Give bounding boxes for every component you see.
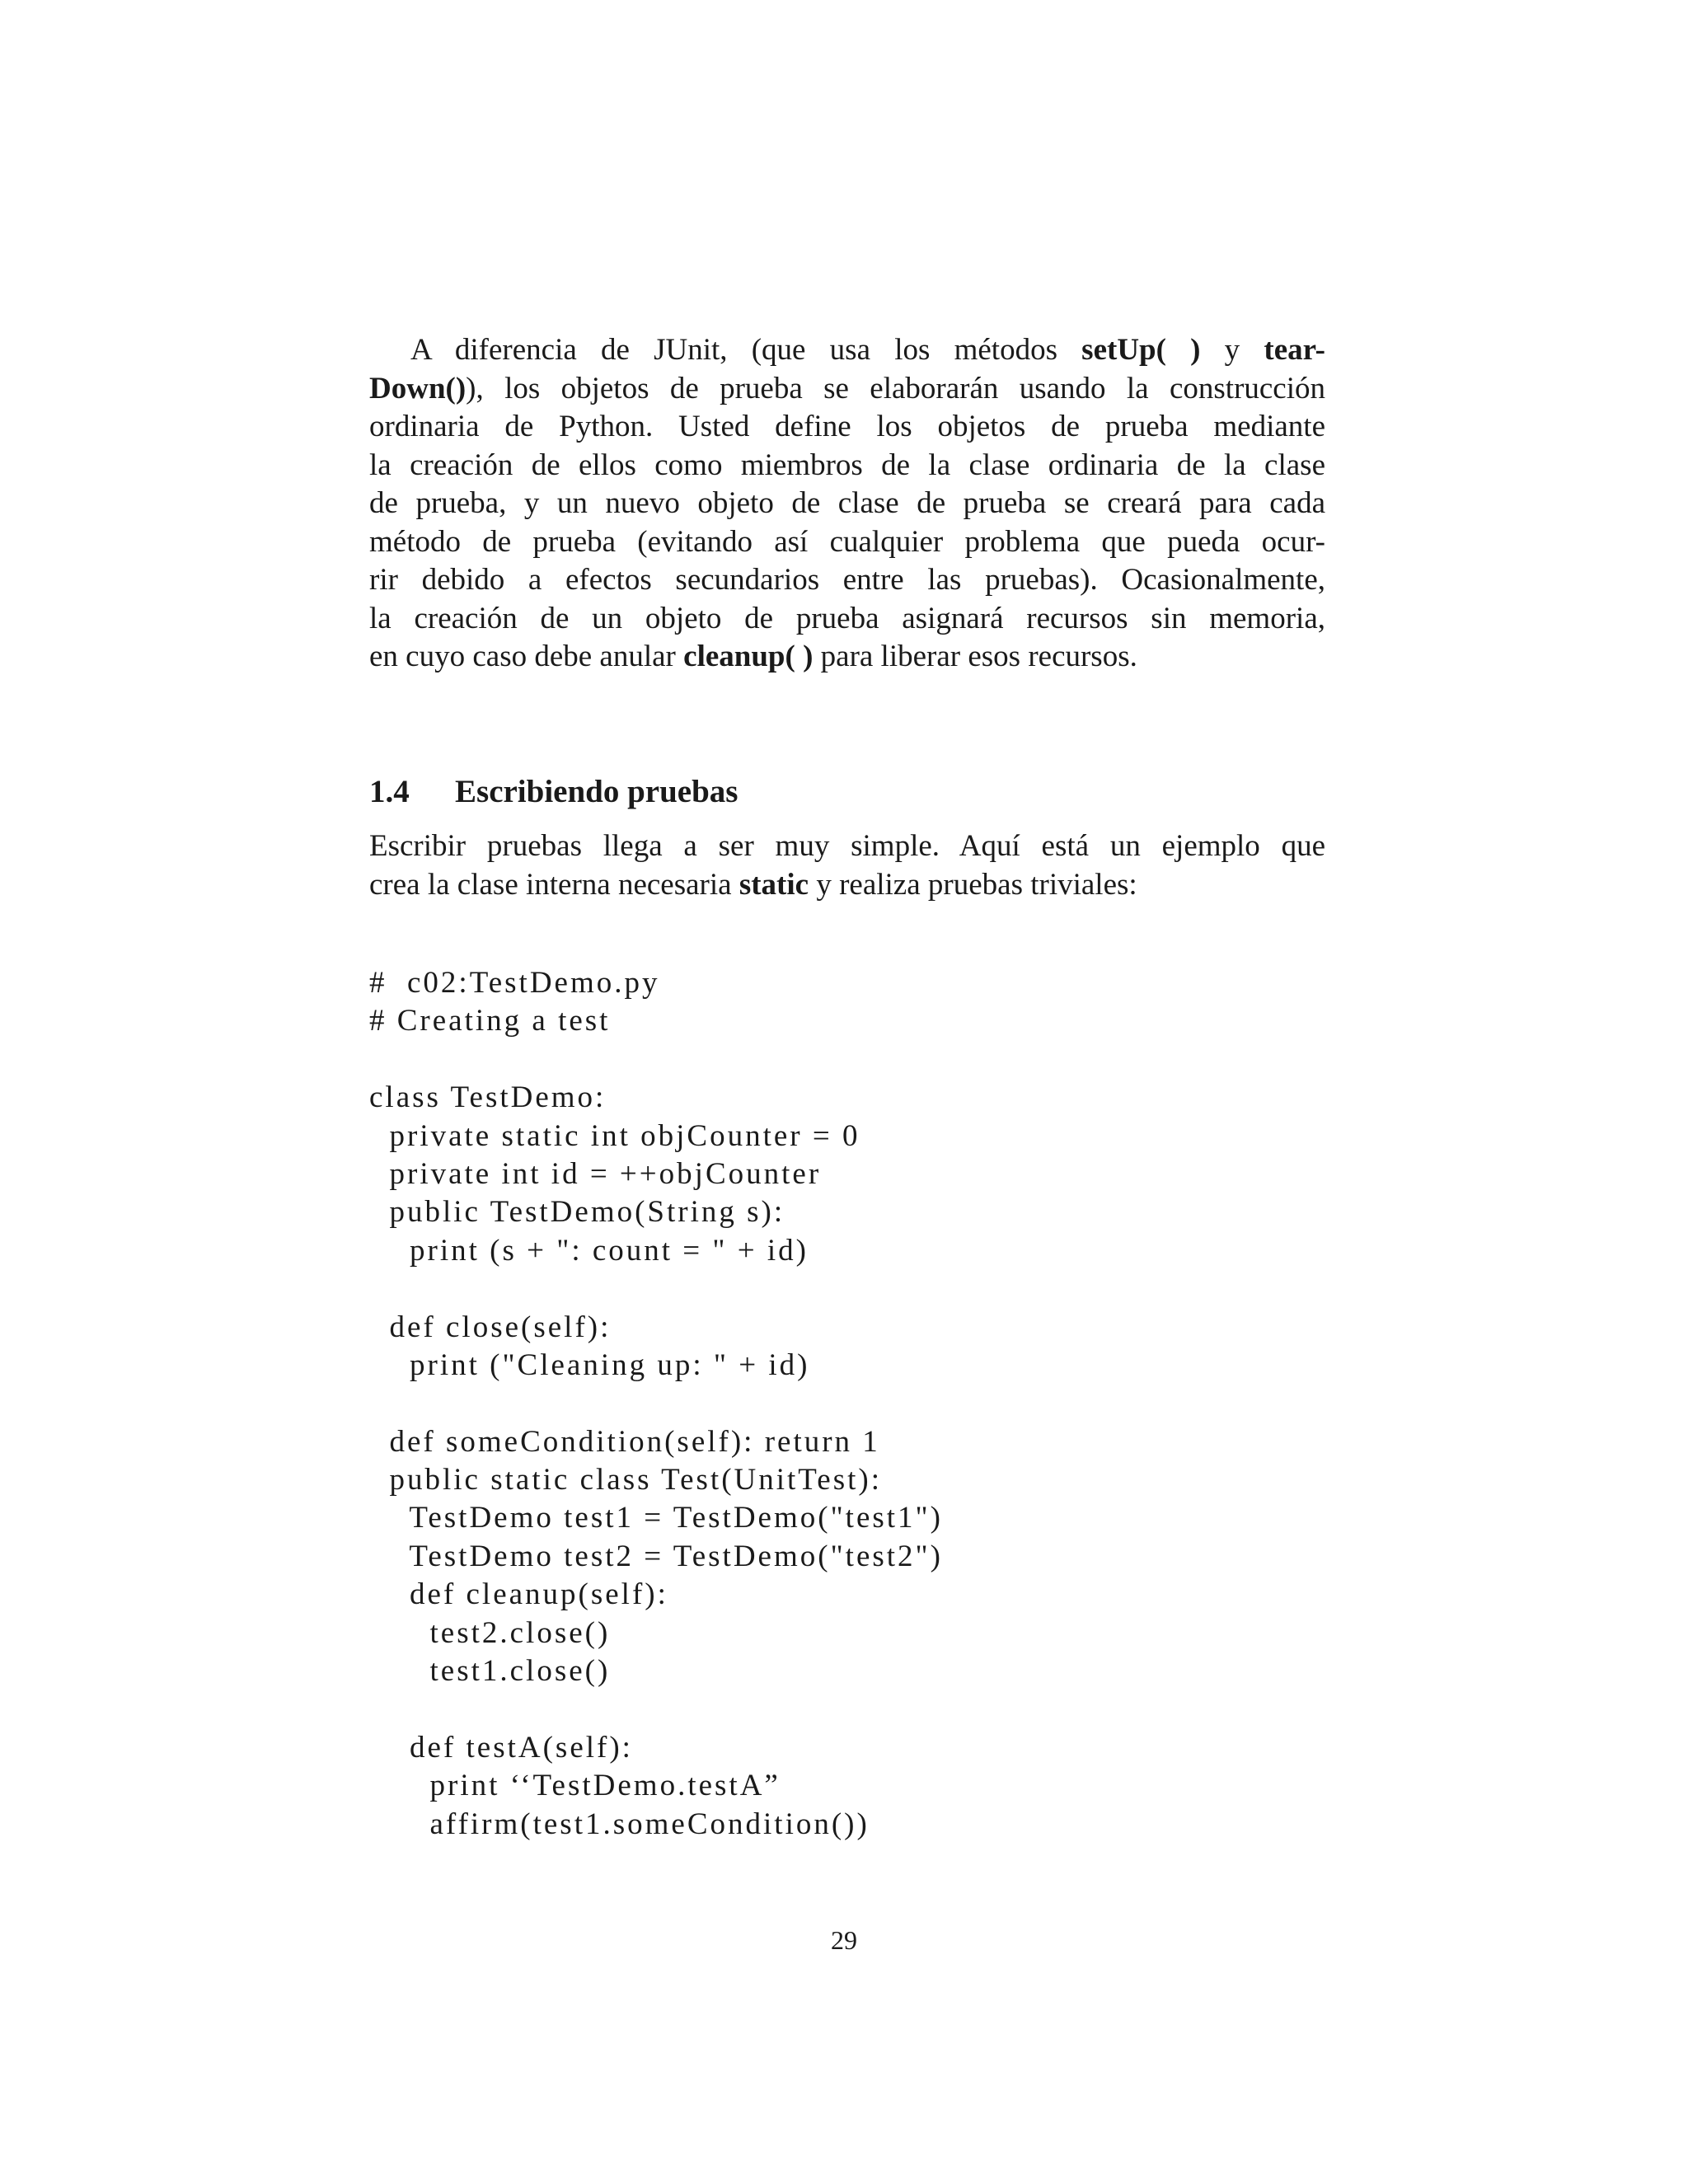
- section-paragraph-text: crea la clase interna necesaria: [369, 867, 739, 902]
- code-line: test2.close(): [369, 1615, 611, 1650]
- section-paragraph-bold-term: static: [738, 867, 809, 902]
- intro-paragraph-text: la creación de un objeto de prueba asignará recursos sin memoria,: [369, 601, 1325, 635]
- intro-paragraph-line: [369, 523, 1325, 562]
- intro-paragraph-text: A diferencia de JUnit, (que usa los métodos: [410, 333, 1082, 367]
- section-paragraph-line: [369, 827, 1325, 866]
- intro-paragraph-text: y: [1200, 333, 1264, 367]
- code-line: def close(self):: [369, 1310, 612, 1344]
- intro-paragraph-bold-term: tear-: [1264, 333, 1325, 367]
- intro-paragraph-text: la creación de ellos como miembros de la clase ordinaria de la clase: [369, 448, 1325, 482]
- code-line: private int id = ++objCounter: [369, 1156, 822, 1191]
- section-heading: [369, 773, 738, 810]
- intro-paragraph-line: [369, 485, 1325, 523]
- section-title: Escribiendo pruebas: [455, 774, 738, 809]
- section-paragraph: [369, 827, 1325, 904]
- code-line: TestDemo test1 = TestDemo("test1"): [369, 1501, 943, 1535]
- code-line: def testA(self):: [369, 1730, 633, 1765]
- intro-paragraph-bold-term: cleanup( ): [683, 640, 814, 673]
- code-line: public static class Test(UnitTest):: [369, 1463, 883, 1497]
- intro-paragraph-text: rir debido a efectos secundarios entre las pruebas). Ocasionalmente,: [369, 563, 1325, 597]
- code-line: test1.close(): [369, 1654, 611, 1689]
- code-line: print ‘‘TestDemo.testA”: [369, 1769, 781, 1803]
- intro-paragraph: [369, 331, 1325, 677]
- code-line: class TestDemo:: [369, 1080, 607, 1115]
- intro-paragraph-line: [369, 638, 1325, 677]
- intro-paragraph-line: [369, 600, 1325, 639]
- code-line: # Creating a test: [369, 1004, 611, 1038]
- intro-paragraph-text: para liberar esos recursos.: [813, 640, 1137, 673]
- code-line: public TestDemo(String s):: [369, 1195, 785, 1230]
- intro-paragraph-text: método de prueba (evitando así cualquier problema que pueda ocur-: [369, 524, 1325, 559]
- section-number: 1.4: [369, 774, 410, 809]
- intro-paragraph-text: en cuyo caso debe anular: [369, 640, 684, 673]
- intro-paragraph-line: [369, 447, 1325, 485]
- intro-paragraph-line: [369, 408, 1325, 447]
- section-paragraph-text: Escribir pruebas llega a ser muy simple. Aquí está un ejemplo que: [369, 829, 1325, 863]
- section-paragraph-line: [369, 866, 1325, 905]
- code-listing: [369, 964, 1325, 1844]
- intro-paragraph-text: ), los objetos de prueba se elaborarán usando la construcción: [466, 371, 1325, 405]
- intro-paragraph-text: ordinaria de Python. Usted define los objetos de prueba mediante: [369, 410, 1325, 443]
- intro-paragraph-line: [369, 370, 1325, 409]
- section-paragraph-text: y realiza pruebas triviales:: [809, 867, 1137, 902]
- code-line: [369, 1385, 1325, 1422]
- intro-paragraph-bold-term: setUp( ): [1081, 333, 1201, 367]
- code-line: [369, 1270, 1325, 1308]
- code-line: TestDemo test2 = TestDemo("test2"): [369, 1539, 943, 1573]
- intro-paragraph-line: [369, 331, 1325, 370]
- code-line: def cleanup(self):: [369, 1577, 668, 1612]
- code-line: # c02:TestDemo.py: [369, 966, 660, 1000]
- page-number: 29: [831, 1925, 857, 1955]
- code-line: print (s + ": count = " + id): [369, 1233, 809, 1268]
- intro-paragraph-text: de prueba, y un nuevo objeto de clase de prueba se creará para cada: [369, 486, 1325, 520]
- code-line: print ("Cleaning up: " + id): [369, 1347, 810, 1382]
- code-line: [369, 1041, 1325, 1079]
- intro-paragraph-line: [369, 561, 1325, 600]
- intro-paragraph-bold-term: Down(): [369, 371, 467, 405]
- code-line: def someCondition(self): return 1: [369, 1424, 880, 1459]
- code-line: affirm(test1.someCondition()): [369, 1807, 870, 1841]
- code-line: private static int objCounter = 0: [369, 1118, 860, 1153]
- code-line: [369, 1690, 1325, 1728]
